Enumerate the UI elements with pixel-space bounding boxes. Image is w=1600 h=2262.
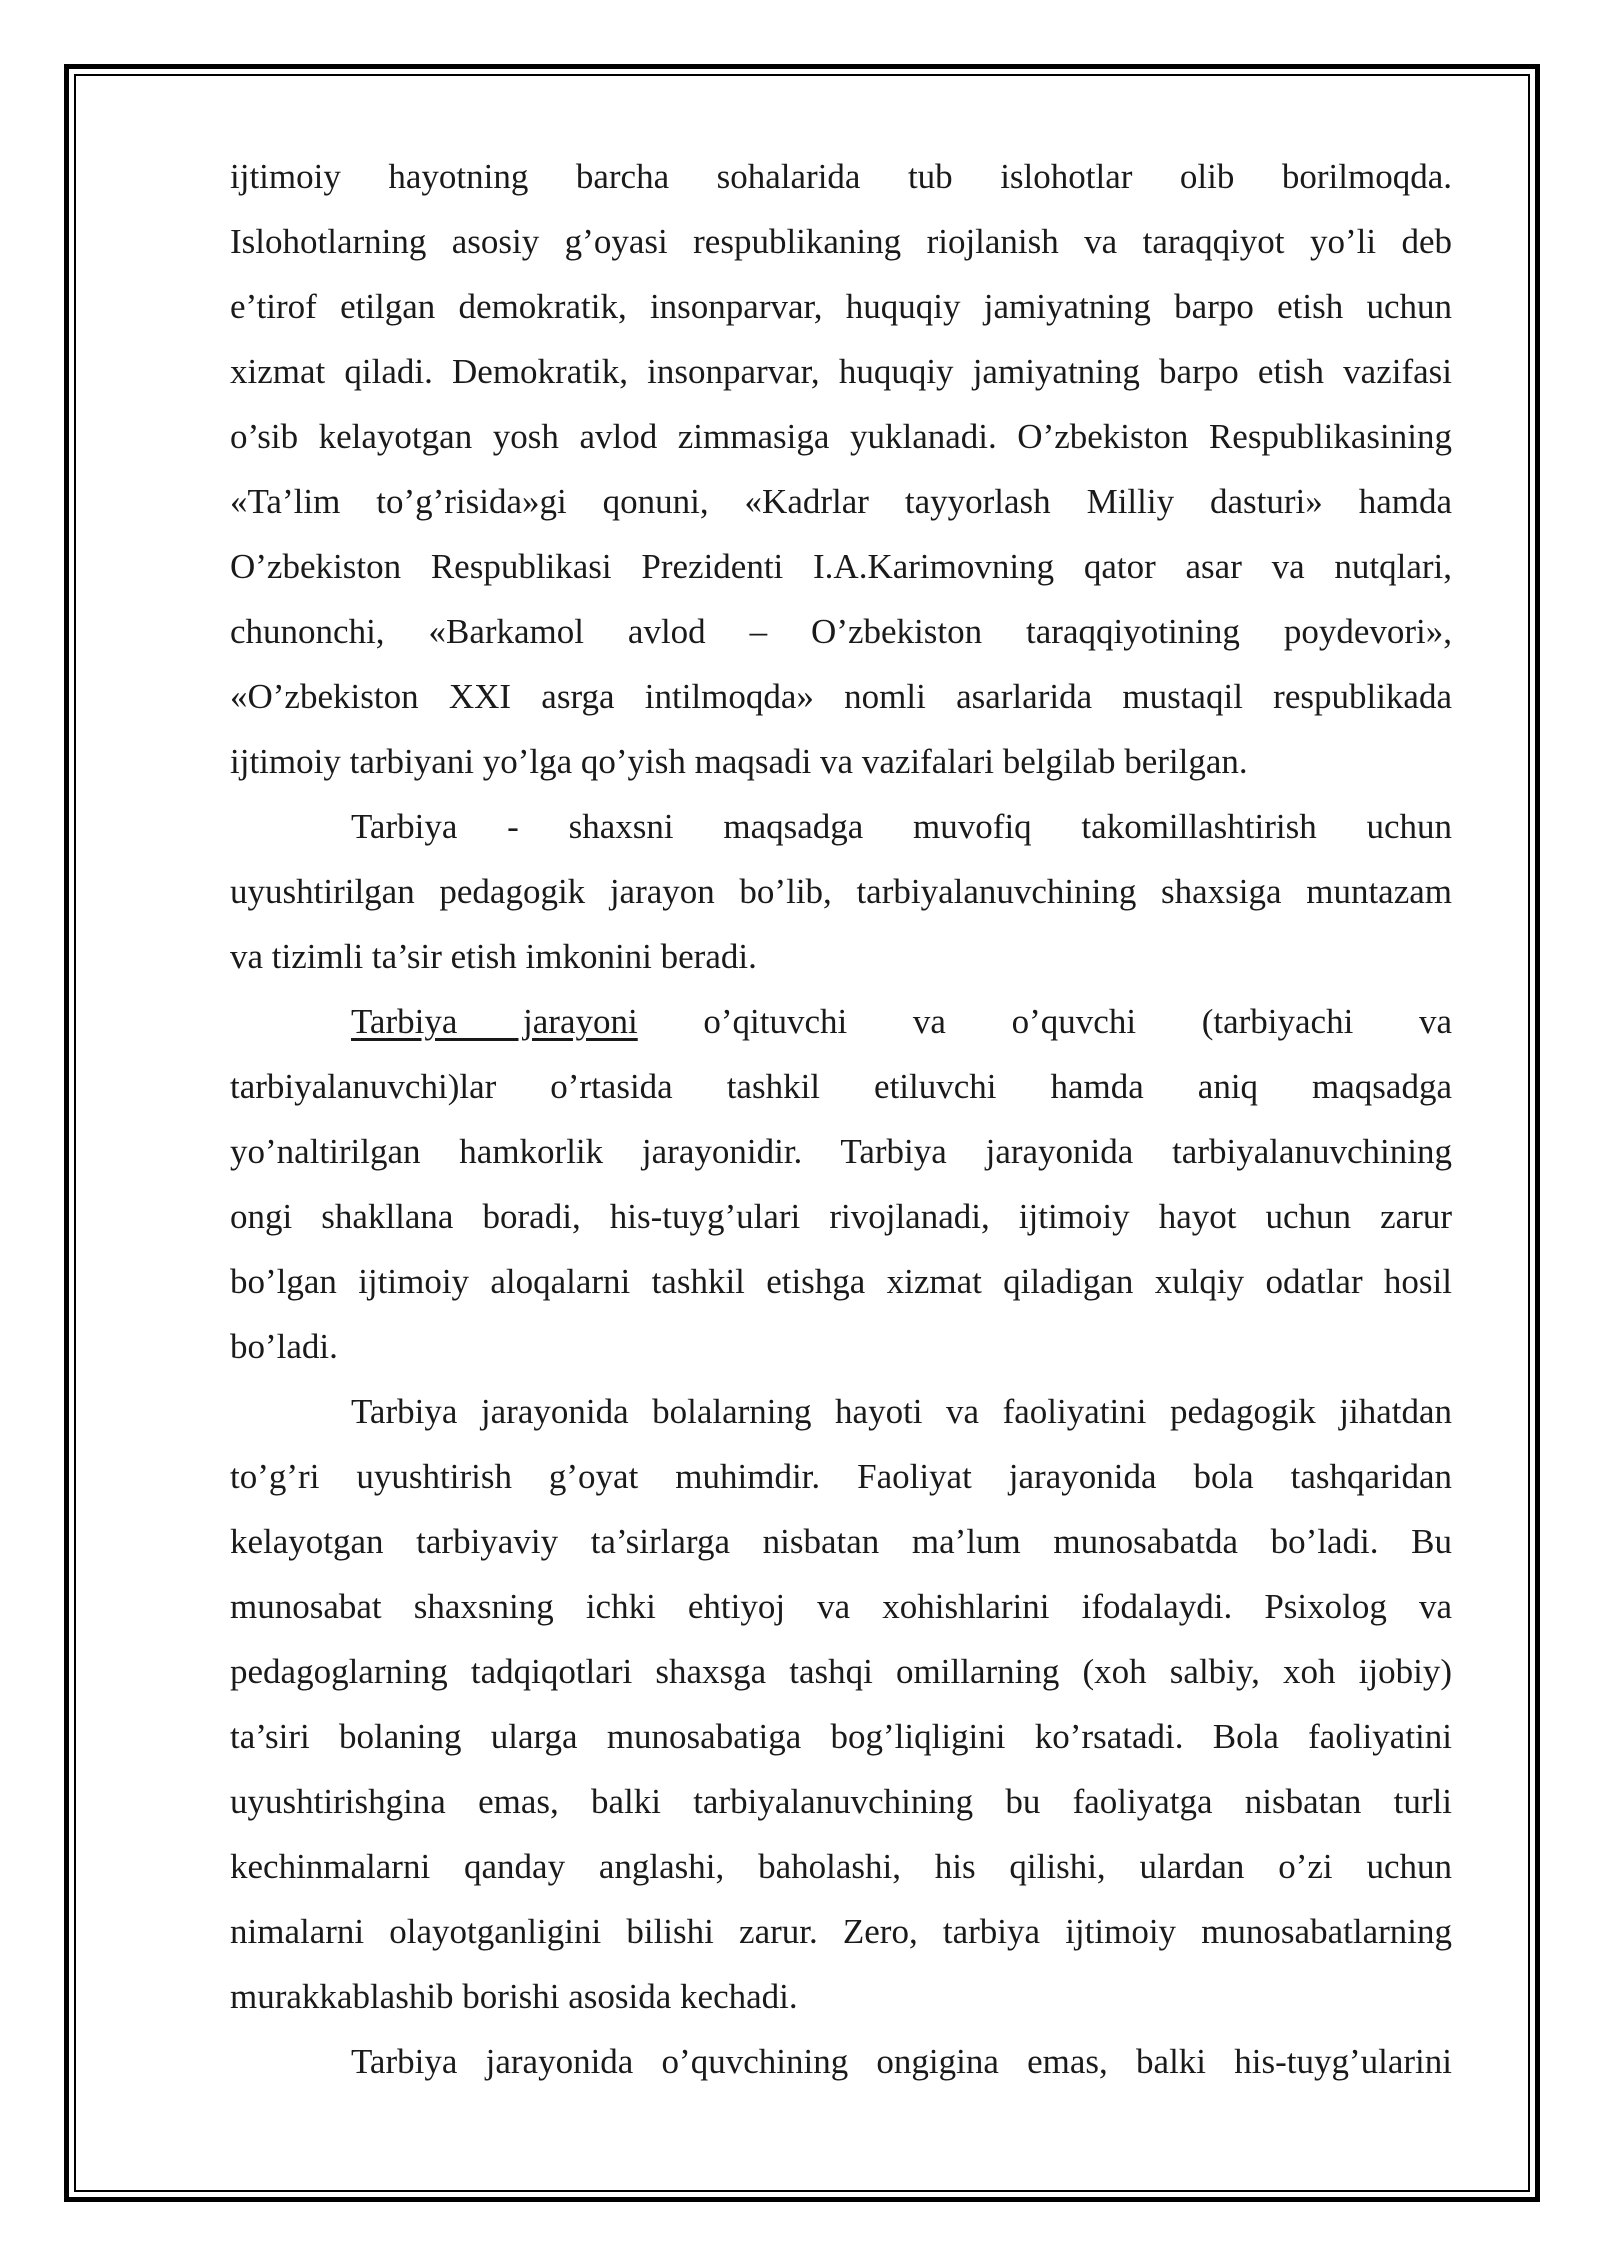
paragraph-1 bbox=[230, 144, 1452, 794]
paragraph-2 bbox=[230, 794, 1452, 989]
text-line: Tarbiya jarayonida o’quvchining ongigina emas, balki his-tuyg’ularini bbox=[351, 2042, 1452, 2081]
text-line-rest: o’qituvchi va o’quvchi (tarbiyachi va bbox=[703, 1002, 1453, 1041]
text-line: bo’ladi. bbox=[230, 1327, 338, 1366]
text-line: xizmat qiladi. Demokratik, insonparvar, huquqiy jamiyatning barpo etish vazifasi bbox=[230, 352, 1452, 391]
text-line: Islohotlarning asosiy g’oyasi respublikaning riojlanish va taraqqiyot yo’li deb bbox=[230, 222, 1452, 261]
text-line: ijtimoiy tarbiyani yo’lga qo’yish maqsadi va vazifalari belgilab berilgan. bbox=[230, 742, 1248, 781]
text-line: tarbiyalanuvchi)lar o’rtasida tashkil etiluvchi hamda aniq maqsadga bbox=[230, 1067, 1452, 1106]
text-line: uyushtirishgina emas, balki tarbiyalanuvchining bu faoliyatga nisbatan turli bbox=[230, 1782, 1452, 1821]
text-line: yo’naltirilgan hamkorlik jarayonidir. Tarbiya jarayonida tarbiyalanuvchining bbox=[230, 1132, 1452, 1171]
text-line: ta’siri bolaning ularga munosabatiga bog’liqligini ko’rsatadi. Bola faoliyatini bbox=[230, 1717, 1452, 1756]
text-line: kelayotgan tarbiyaviy ta’sirlarga nisbatan ma’lum munosabatda bo’ladi. Bu bbox=[230, 1522, 1452, 1561]
text-line: munosabat shaxsning ichki ehtiyoj va xohishlarini ifodalaydi. Psixolog va bbox=[230, 1587, 1452, 1626]
text-line: ijtimoiy hayotning barcha sohalarida tub islohotlar olib borilmoqda. bbox=[230, 157, 1452, 196]
text-line: chunonchi, «Barkamol avlod – O’zbekiston taraqqiyotining poydevori», bbox=[230, 612, 1452, 651]
text-line: O’zbekiston Respublikasi Prezidenti I.A.Karimovning qator asar va nutqlari, bbox=[230, 547, 1452, 586]
text-line: kechinmalarni qanday anglashi, baholashi, his qilishi, ulardan o’zi uchun bbox=[230, 1847, 1452, 1886]
text-line: e’tirof etilgan demokratik, insonparvar, huquqiy jamiyatning barpo etish uchun bbox=[230, 287, 1452, 326]
text-line: murakkablashib borishi asosida kechadi. bbox=[230, 1977, 798, 2016]
text-line: pedagoglarning tadqiqotlari shaxsga tashqi omillarning (xoh salbiy, xoh ijobiy) bbox=[230, 1652, 1452, 1691]
text-line: uyushtirilgan pedagogik jarayon bo’lib, tarbiyalanuvchining shaxsiga muntazam bbox=[230, 872, 1452, 911]
underlined-term: Tarbiya jarayoni bbox=[351, 1002, 638, 1041]
text-line: «O’zbekiston XXI asrga intilmoqda» nomli asarlarida mustaqil respublikada bbox=[230, 677, 1452, 716]
text-line: ongi shakllana boradi, his-tuyg’ulari rivojlanadi, ijtimoiy hayot uchun zarur bbox=[230, 1197, 1452, 1236]
text-line: bo’lgan ijtimoiy aloqalarni tashkil etishga xizmat qiladigan xulqiy odatlar hosil bbox=[230, 1262, 1452, 1301]
text-line: o’sib kelayotgan yosh avlod zimmasiga yuklanadi. O’zbekiston Respublikasining bbox=[230, 417, 1452, 456]
paragraph-3 bbox=[230, 989, 1452, 1379]
text-line: Tarbiya - shaxsni maqsadga muvofiq takomillashtirish uchun bbox=[351, 807, 1452, 846]
text-line: Tarbiya jarayonida bolalarning hayoti va faoliyatini pedagogik jihatdan bbox=[351, 1392, 1452, 1431]
paragraph-5 bbox=[230, 2029, 1452, 2094]
text-line bbox=[230, 989, 1452, 1054]
text-line: va tizimli ta’sir etish imkonini beradi. bbox=[230, 937, 757, 976]
document-body bbox=[230, 144, 1452, 2094]
text-line: to’g’ri uyushtirish g’oyat muhimdir. Faoliyat jarayonida bola tashqaridan bbox=[230, 1457, 1452, 1496]
text-line: nimalarni olayotganligini bilishi zarur. Zero, tarbiya ijtimoiy munosabatlarning bbox=[230, 1912, 1452, 1951]
text-line: «Ta’lim to’g’risida»gi qonuni, «Kadrlar tayyorlash Milliy dasturi» hamda bbox=[230, 482, 1452, 521]
paragraph-4 bbox=[230, 1379, 1452, 2029]
